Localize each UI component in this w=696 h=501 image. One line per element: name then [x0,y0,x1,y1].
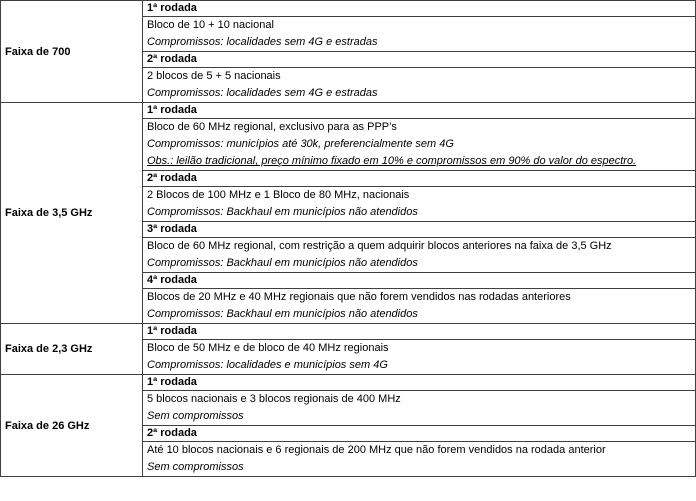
rodada-title: 3ª rodada [143,222,696,238]
description-text: Bloco de 50 MHz e de bloco de 40 MHz regionais [147,342,389,354]
faixa-label: Faixa de 26 GHz [1,375,143,477]
rodada-description [143,187,696,222]
rodada-title: 2ª rodada [143,52,696,68]
rodada-description [143,442,696,477]
description-text: Bloco de 60 MHz regional, exclusivo para as PPP’s [147,121,397,133]
description-text: Até 10 blocos nacionais e 6 regionais de 200 MHz que não forem vendidos na rodada anterior [147,444,606,456]
rodada-title: 2ª rodada [143,426,696,442]
commitments-text: Compromissos: localidades sem 4G e estradas [147,36,378,48]
description-text: 2 blocos de 5 + 5 nacionais [147,70,281,82]
commitments-text: Compromissos: localidades e municípios sem 4G [147,359,388,371]
commitments-text: Sem compromissos [147,410,244,422]
faixa-label: Faixa de 2,3 GHz [1,324,143,375]
rodada-description [143,238,696,273]
description-text: Bloco de 60 MHz regional, com restrição a quem adquirir blocos anteriores na faixa de 3,5 GHz [147,240,612,252]
observation-text: Obs.: leilão tradicional, preço mínimo fixado em 10% e compromissos em 90% do valor do espectro. [147,155,637,167]
rodada-title: 2ª rodada [143,171,696,187]
rodada-title: 4ª rodada [143,273,696,289]
commitments-text: Compromissos: Backhaul em municípios não atendidos [147,257,418,269]
description-text: Bloco de 10 + 10 nacional [147,19,274,31]
rodada-description [143,340,696,375]
commitments-text: Compromissos: Backhaul em municípios não atendidos [147,206,418,218]
faixa-label: Faixa de 700 [1,1,143,103]
rodada-title: 1ª rodada [143,1,696,17]
description-text: 2 Blocos de 100 MHz e 1 Bloco de 80 MHz, nacionais [147,189,410,201]
commitments-text: Sem compromissos [147,461,244,473]
commitments-text: Compromissos: municípios até 30k, preferencialmente sem 4G [147,138,454,150]
description-text: 5 blocos nacionais e 3 blocos regionais de 400 MHz [147,393,401,405]
rodada-title: 1ª rodada [143,375,696,391]
rodada-description [143,119,696,171]
rodada-description [143,289,696,324]
rodada-description [143,68,696,103]
faixa-label: Faixa de 3,5 GHz [1,103,143,324]
rodada-description [143,17,696,52]
rodada-title: 1ª rodada [143,324,696,340]
rodada-title: 1ª rodada [143,103,696,119]
description-text: Blocos de 20 MHz e 40 MHz regionais que não forem vendidos nas rodadas anteriores [147,291,571,303]
rodada-description [143,391,696,426]
commitments-text: Compromissos: Backhaul em municípios não atendidos [147,308,418,320]
commitments-text: Compromissos: localidades sem 4G e estradas [147,87,378,99]
